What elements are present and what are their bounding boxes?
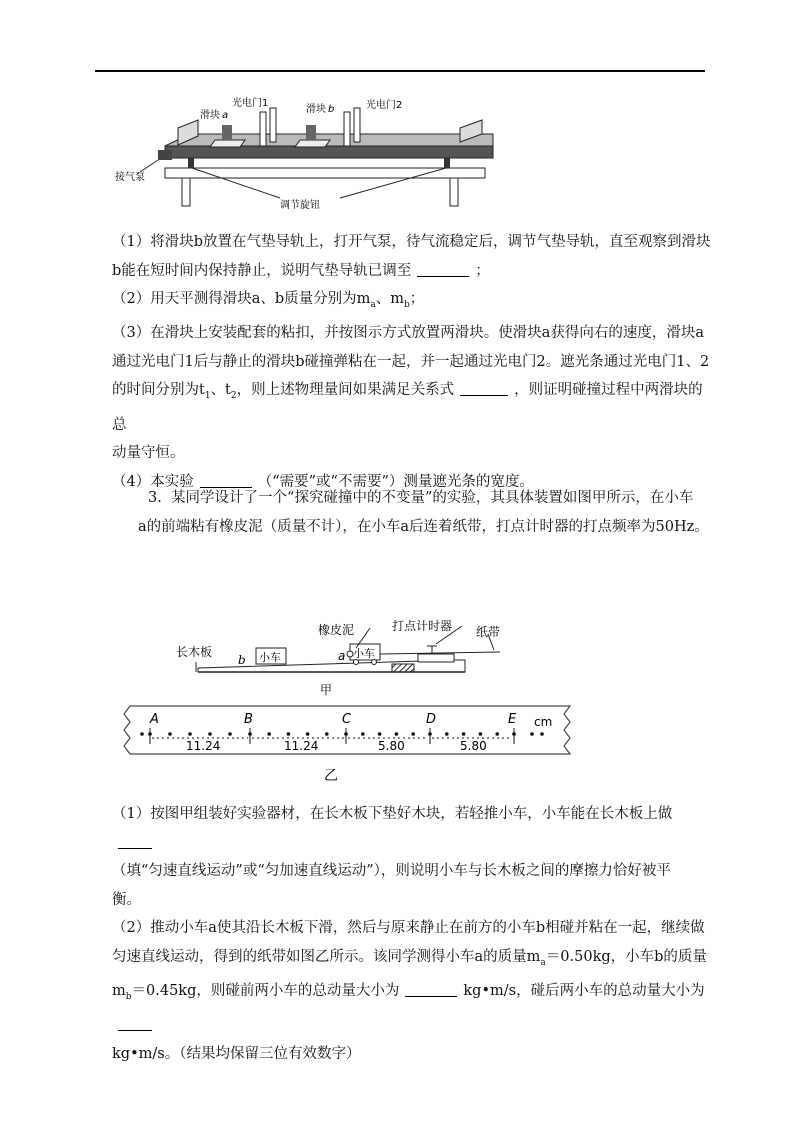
label-slider-b-var: b xyxy=(328,104,335,115)
label-b: b xyxy=(238,653,246,667)
air-track-body xyxy=(165,146,493,158)
tape-dot xyxy=(395,732,399,736)
gate2-post-left xyxy=(344,112,350,146)
label-slider-a-var: a xyxy=(222,110,229,121)
label-pump: 接气泵 xyxy=(115,172,145,183)
figure-yi xyxy=(122,704,582,784)
q3-p2-line1: （2）推动小车a使其沿长木板下滑，然后与原来静止在前方的小车b相碰并粘在一起，继续做 xyxy=(112,920,705,936)
distance-de: 5.80 xyxy=(460,739,487,753)
q2-p2: （2）用天平测得滑块a、b质量分别为$m_a$、$m_b$； xyxy=(112,291,425,310)
q3-p2-line4: kg•m/s。（结果均保留三位有效数字） xyxy=(112,1045,361,1062)
answer-blank[interactable] xyxy=(417,260,469,277)
cart-a-wheel xyxy=(372,660,377,665)
air-track-figure xyxy=(110,90,510,215)
gate1-post-right xyxy=(270,108,276,142)
label-slider-a: 滑块 xyxy=(200,110,220,121)
label-slider-b: 滑块 xyxy=(306,104,326,115)
q2-part1 xyxy=(112,228,712,496)
distance-bc: 11.24 xyxy=(284,739,319,753)
tape-dot xyxy=(140,732,144,736)
distance-cd: 5.80 xyxy=(378,739,405,753)
q3-p2-line2: 匀速直线运动，得到的纸带如图乙所示。该同学测得小车a的质量$m_a=0.50kg$，小车b的质量 xyxy=(112,948,707,968)
q2-p3-line3: 的时间分别为$t_1$、$t_2$，则上述物理量间如果满足关系式 ，则证明碰撞过程中两滑块的总 xyxy=(112,376,712,439)
tape-dot xyxy=(462,732,466,736)
slider-b xyxy=(295,140,330,147)
table-leg-right xyxy=(450,178,458,206)
table-leg-left xyxy=(182,178,190,206)
distance-ab: 11.24 xyxy=(186,739,221,753)
header-rule xyxy=(95,70,705,72)
knob-left xyxy=(188,158,194,168)
label-gate2: 光电门2 xyxy=(366,100,403,111)
cart-a-label: 小车 xyxy=(353,647,375,660)
wood-block xyxy=(392,664,414,672)
q3-number: 3. xyxy=(148,490,162,506)
caption-yi: 乙 xyxy=(324,768,338,784)
label-putty: 橡皮泥 xyxy=(318,623,355,637)
answer-blank[interactable] xyxy=(460,379,508,396)
tape-dot xyxy=(361,732,365,736)
point-label-d: D xyxy=(426,712,437,727)
point-label-e: E xyxy=(508,712,517,727)
timer-body xyxy=(418,654,454,662)
q2-p1-line2: b能在短时间内保持静止，说明气垫导轨已调至 ； xyxy=(112,257,712,286)
tape-dot xyxy=(411,732,415,736)
tape-dot xyxy=(445,732,449,736)
q3-p2-line3: $m_b=0.45kg$，则碰前两小车的总动量大小为 kg•m/s，碰后两小车的总动量大小为 xyxy=(112,977,712,1040)
q3-parts xyxy=(112,800,712,1068)
gate1-post-left xyxy=(260,112,266,146)
q3-p1-line3: 衡。 xyxy=(112,891,141,908)
tape-dot xyxy=(495,732,499,736)
caption-jia: 甲 xyxy=(320,683,333,697)
tape-dot xyxy=(540,732,544,736)
label-a: a xyxy=(338,649,346,663)
cart-a-wheel xyxy=(354,660,359,665)
q3-intro xyxy=(112,484,712,541)
point-label-c: C xyxy=(342,712,352,727)
label-long-board: 长木板 xyxy=(176,645,213,659)
tape-dot xyxy=(479,732,483,736)
figure-jia xyxy=(170,612,550,702)
tape-dot xyxy=(287,732,291,736)
table-top xyxy=(165,168,485,178)
slider-a-flag xyxy=(222,125,232,140)
pump-connector xyxy=(158,150,172,160)
putty xyxy=(347,651,353,657)
tape-dot xyxy=(530,732,534,736)
tape-dot xyxy=(267,732,271,736)
tape-dot xyxy=(306,732,310,736)
slider-b-flag xyxy=(306,125,316,140)
q3-p1-line2: （填“匀速直线运动”或“匀加速直线运动”），则说明小车与长木板之间的摩擦力恰好被平 xyxy=(112,863,671,879)
q2-p4: （4）本实验 （“需要”或“不需要”）测量遮光条的宽度。 xyxy=(112,468,712,497)
q3-intro-line2: a的前端粘有橡皮泥（质量不计），在小车a后连着纸带，打点计时器的打点频率为50Hz。 xyxy=(138,518,709,535)
q2-p3-line1: （3）在滑块上安装配套的粘扣，并按图示方式放置两滑块。使滑块a获得向右的速度，滑块a xyxy=(112,325,705,342)
answer-blank[interactable] xyxy=(405,980,457,997)
slider-a xyxy=(210,140,245,147)
q3-intro-line1: 3. 某同学设计了一个“探究碰撞中的不变量”的实验，其具体装置如图甲所示，在小车 xyxy=(148,490,694,506)
tape-dot xyxy=(378,732,382,736)
label-timer: 打点计时器 xyxy=(392,619,453,633)
tape-dot xyxy=(208,732,212,736)
q2-p1-line1: （1）将滑块b放置在气垫导轨上，打开气泵，待气流稳定后，调节气垫导轨，直至观察到滑块 xyxy=(112,234,711,250)
knob-right xyxy=(444,158,450,168)
point-label-a: A xyxy=(150,712,159,727)
label-gate1: 光电门1 xyxy=(232,98,269,109)
q2-p3-line2: 通过光电门1后与静止的滑块b碰撞弹粘在一起，并一起通过光电门2。遮光条通过光电门1、2 xyxy=(112,353,710,370)
unit-label: cm xyxy=(534,715,553,729)
tape-dot xyxy=(168,732,172,736)
answer-blank[interactable] xyxy=(118,1014,152,1031)
q3-p1-line1: （1）按图甲组装好实验器材，在长木板下垫好木块，若轻推小车，小车能在长木板上做 xyxy=(112,800,712,857)
gate2-post-right xyxy=(354,108,360,142)
pump-pointer xyxy=(140,160,158,172)
tape-dot xyxy=(325,732,329,736)
label-tape: 纸带 xyxy=(476,625,501,639)
tape-dot xyxy=(188,732,192,736)
label-knob: 调节旋钮 xyxy=(280,200,320,211)
tape-dot xyxy=(228,732,232,736)
point-label-b: B xyxy=(244,712,253,727)
answer-blank[interactable] xyxy=(118,832,152,849)
cart-b-label: 小车 xyxy=(259,651,281,664)
q2-p3-line4: 动量守恒。 xyxy=(112,445,185,462)
